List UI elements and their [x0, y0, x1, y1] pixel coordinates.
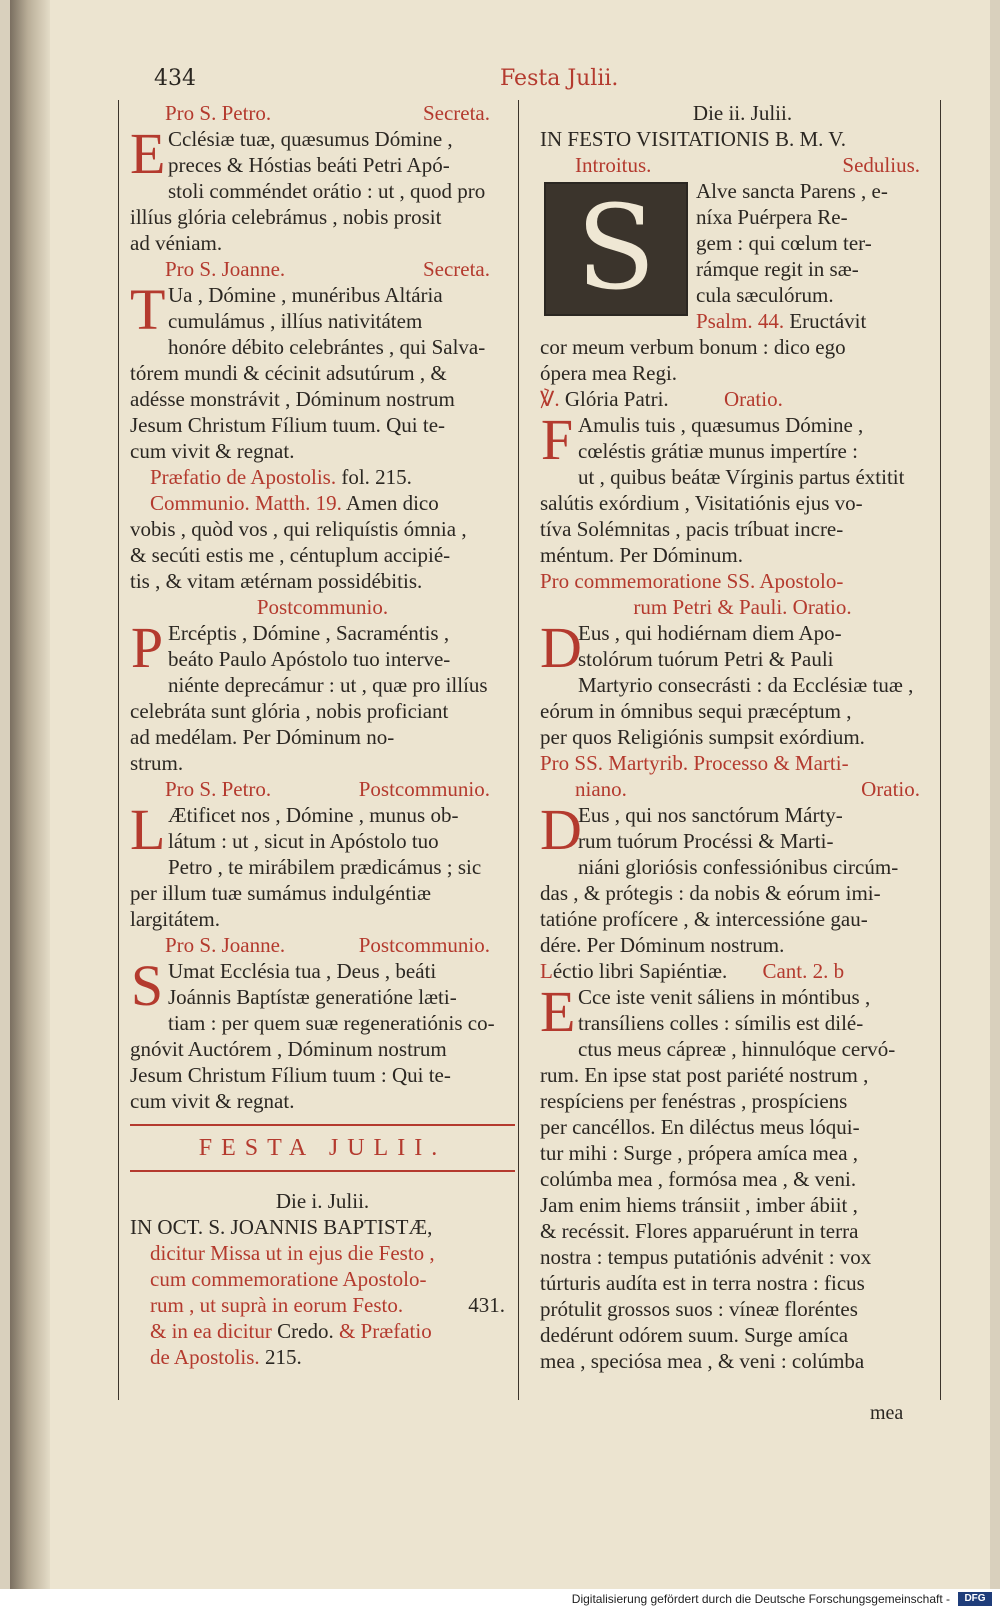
- text-line: cum vivit & regnat.: [130, 439, 295, 463]
- text-line: tur mihi : Surge , própera amíca mea ,: [540, 1141, 859, 1165]
- heading-postcommunio: Postcommunio.: [256, 595, 389, 619]
- text-line: gnóvit Auctórem , Dóminum nostrum: [130, 1037, 447, 1061]
- text-span: Eructávit: [784, 309, 867, 333]
- praefatio-line: [130, 464, 515, 490]
- text-span: Glória Patri.: [564, 387, 669, 411]
- text-span: Oratio.: [723, 387, 783, 411]
- text-line: preces & Hóstias beáti Petri Apó-: [168, 153, 450, 177]
- text-span: de Apostolis.: [150, 1345, 260, 1369]
- text-span: Amen dico: [341, 491, 439, 515]
- text-line: nostra : tempus putatiónis advénit : vox: [540, 1245, 872, 1269]
- woodcut-initial: [544, 182, 688, 316]
- postcommunio-joanne-paragraph: [130, 953, 515, 1114]
- psalm-text: [540, 334, 945, 386]
- drop-capital: E: [130, 121, 166, 186]
- text-line: Ætificet nos , Dómine , munus ob-: [168, 803, 459, 827]
- text-line: prótulit grossos suos : víneæ floréntes: [540, 1297, 858, 1321]
- lectio-paragraph: [540, 979, 945, 1374]
- heading-introitus: [540, 152, 945, 178]
- text-line: tórem mundi & cécinit adsutúrum , &: [130, 361, 447, 385]
- text-span: Sedulius.: [842, 153, 920, 177]
- communio-line: [130, 490, 515, 516]
- text-line: & secúti estis me , céntuplum accipié-: [130, 543, 451, 567]
- lectio-heading: [540, 958, 945, 984]
- text-line: per quos Religiónis sumpsit exórdium.: [540, 725, 865, 749]
- oratio-famulis-paragraph: [540, 407, 945, 568]
- text-line: & recéssit. Flores apparuérunt in terra: [540, 1219, 859, 1243]
- commemoratio-heading: Pro commemoratione SS. Apostolo-: [540, 569, 844, 593]
- apostolis-line: [130, 1344, 515, 1370]
- text-span: Præfatio de Apostolis.: [150, 465, 337, 489]
- text-span: Pro S. Joanne.: [165, 933, 286, 957]
- text-line: dedérunt odórem suum. Surge amíca: [540, 1323, 849, 1347]
- secreta-petro-paragraph: [130, 121, 515, 256]
- text-line: túrturis audíta est in terra nostra : ficus: [540, 1271, 865, 1295]
- text-span: Cant. 2. b: [762, 959, 845, 983]
- dfg-logo: DFG: [958, 1592, 992, 1606]
- text-line: eórum in ómnibus sequi præcéptum ,: [540, 699, 852, 723]
- text-span: Communio. Matth. 19.: [150, 491, 342, 515]
- text-line: Jesum Christum Fílium tuum. Qui te-: [130, 413, 446, 437]
- text-line: tatióne profícere , & intercessióne gau-: [540, 907, 868, 931]
- visitation-title: IN FESTO VISITATIONIS B. M. V.: [540, 127, 846, 151]
- text-span: Oratio.: [861, 777, 920, 801]
- martyribus-heading-cont: [540, 776, 945, 802]
- text-line: Eus , qui nos sanctórum Márty-: [578, 803, 843, 827]
- running-head: Festa Julii.: [500, 66, 619, 91]
- text-line: tis , & vitam ætérnam possidébitis.: [130, 569, 423, 593]
- text-span: & Præfatio: [338, 1319, 432, 1343]
- text-line: ctus meus cápreæ , hinnulóque cervó-: [578, 1037, 896, 1061]
- text-span: Pro S. Petro.: [165, 101, 272, 125]
- text-line: salútis exórdium , Visitatiónis ejus vo-: [540, 491, 863, 515]
- text-line: cumulámus , illíus nativitátem: [168, 309, 423, 333]
- text-span: Postcommunio.: [358, 933, 490, 957]
- text-span: S: [576, 181, 656, 316]
- text-span: rum , ut suprà in eorum Festo.: [150, 1293, 404, 1317]
- text-line: Amulis tuis , quæsumus Dómine ,: [578, 413, 864, 437]
- text-line: Jesum Christum Fílium tuum : Qui te-: [130, 1063, 451, 1087]
- text-line: per cancéllos. En diléctus meus lóqui-: [540, 1115, 860, 1139]
- left-column: [130, 100, 515, 1370]
- text-line: beáto Paulo Apóstolo tuo interve-: [168, 647, 451, 671]
- text-line: látum : ut , sicut in Apóstolo tuo: [168, 829, 439, 853]
- text-span: L: [540, 959, 553, 983]
- drop-capital: E: [540, 979, 576, 1044]
- text-line: cula sæculórum.: [696, 283, 834, 307]
- text-line: ad véniam.: [130, 231, 223, 255]
- text-span: Psalm. 44.: [696, 309, 785, 333]
- drop-capital: S: [130, 953, 164, 1018]
- text-line: rámque regit in sæ-: [696, 257, 859, 281]
- drop-capital: L: [130, 797, 166, 862]
- in-oct-rubric: [130, 1240, 515, 1318]
- text-line: stolórum tuórum Petri & Pauli: [578, 647, 834, 671]
- festa-julii-banner: FESTA JULII.: [130, 1124, 515, 1172]
- digitization-footer: [0, 1589, 1000, 1611]
- text-line: niáni gloriósis confessiónibus circúm-: [578, 855, 899, 879]
- drop-capital: P: [130, 615, 164, 680]
- text-span: fol. 215.: [336, 465, 412, 489]
- text-line: Ercéptis , Dómine , Sacraméntis ,: [168, 621, 450, 645]
- text-line: ópera mea Regi.: [540, 361, 678, 385]
- text-span: & in ea dicitur: [150, 1319, 278, 1343]
- secreta-joanne-paragraph: [130, 277, 515, 464]
- book-page: [10, 0, 990, 1611]
- text-line: Ua , Dómine , munéribus Altária: [168, 283, 443, 307]
- text-line: stoli comméndet orátio : ut , quod pro: [168, 179, 486, 203]
- text-line: méntum. Per Dóminum.: [540, 543, 743, 567]
- die-ii-julii: Die ii. Julii.: [692, 101, 793, 125]
- book-gutter: [10, 0, 50, 1611]
- text-line: honóre débito celebrántes , qui Salva-: [168, 335, 486, 359]
- text-line: respíciens per fenéstras , prospíciens: [540, 1089, 848, 1113]
- text-line: tiam : per quem suæ regeneratiónis co-: [168, 1011, 495, 1035]
- martyribus-heading: Pro SS. Martyrib. Processo & Marti-: [540, 751, 849, 775]
- text-span: Introitus.: [575, 153, 652, 177]
- drop-capital: T: [130, 277, 166, 342]
- text-span: niano.: [575, 777, 627, 801]
- postcommunio-paragraph: [130, 615, 515, 776]
- text-line: celebráta sunt glória , nobis proficiant: [130, 699, 449, 723]
- text-line: Petro , te mirábilem prædicámus ; sic: [168, 855, 482, 879]
- oratio-martyrum-paragraph: [540, 797, 945, 958]
- page-number: 434: [154, 66, 196, 91]
- text-span: Pro S. Joanne.: [165, 257, 286, 281]
- postcommunio-petro-paragraph: [130, 797, 515, 932]
- left-column-rule: [118, 100, 119, 1400]
- text-line: strum.: [130, 751, 184, 775]
- in-oct-heading: IN OCT. S. JOANNIS BAPTISTÆ,: [130, 1215, 433, 1239]
- text-line: rum. En ipse stat post pariété nostrum ,: [540, 1063, 869, 1087]
- heading-pro-joanne-secreta: [130, 256, 515, 282]
- text-line: Eus , qui hodiérnam diem Apo-: [578, 621, 842, 645]
- text-span: 215.: [264, 1345, 302, 1369]
- text-line: mea , speciósa mea , & veni : colúmba: [540, 1349, 865, 1373]
- text-line: Umat Ecclésia tua , Deus , beáti: [168, 959, 437, 983]
- commemoratio-heading-cont: rum Petri & Pauli. Oratio.: [633, 595, 852, 619]
- text-line: Cclésiæ tuæ, quæsumus Dómine ,: [168, 127, 453, 151]
- text-line: Joánnis Baptístæ generatióne læti-: [168, 985, 457, 1009]
- text-line: cor meum verbum bonum : dico ego: [540, 335, 846, 359]
- text-line: vobis , quòd vos , qui reliquístis ómnia ,: [130, 517, 467, 541]
- text-line: das , & prótegis : da nobis & eórum imi-: [540, 881, 881, 905]
- text-span: Pro S. Petro.: [165, 777, 272, 801]
- text-span: Secreta.: [422, 257, 490, 281]
- text-line: [150, 1292, 515, 1318]
- text-line: cum vivit & regnat.: [130, 1089, 295, 1113]
- text-line: Martyrio consecrásti : da Ecclésiæ tuæ ,: [578, 673, 914, 697]
- text-span: Postcommunio.: [358, 777, 490, 801]
- oratio-apostolorum-paragraph: [540, 615, 945, 750]
- text-line: dicitur Missa ut in ejus die Festo ,: [150, 1241, 435, 1265]
- text-line: transíliens colles : símilis est dilé-: [578, 1011, 864, 1035]
- footer-credit: Digitalisierung gefördert durch die Deutsche Forschungsgemeinschaft -: [571, 1592, 950, 1606]
- text-line: cum commemoratione Apostolo-: [150, 1267, 427, 1291]
- credo-line: [130, 1318, 515, 1344]
- text-span: Secreta.: [422, 101, 490, 125]
- text-line: gem : qui cœlum ter-: [696, 231, 872, 255]
- text-line: niénte deprecámur : ut , quæ pro illíus: [168, 673, 488, 697]
- text-line: Jam enim hiems tránsiit , imber ábiit ,: [540, 1193, 858, 1217]
- text-line: níxa Puérpera Re-: [696, 205, 848, 229]
- page-reference: 431.: [468, 1293, 505, 1317]
- drop-capital: D: [540, 615, 582, 680]
- text-line: Cce iste venit sáliens in móntibus ,: [578, 985, 871, 1009]
- die-i-julii: Die i. Julii.: [275, 1189, 370, 1213]
- heading-pro-joanne-postcommunio: [130, 932, 515, 958]
- catchword: mea: [870, 1402, 904, 1424]
- drop-capital: F: [540, 407, 574, 472]
- page-header: [140, 66, 960, 100]
- middle-column-rule: [518, 100, 519, 1400]
- text-line: Alve sancta Parens , e-: [696, 179, 888, 203]
- gloria-line: [540, 386, 945, 412]
- text-line: ad medélam. Per Dóminum no-: [130, 725, 395, 749]
- text-line: adésse monstrávit , Dóminum nostrum: [130, 387, 455, 411]
- text-line: [696, 308, 945, 334]
- text-line: rum tuórum Procéssi & Marti-: [578, 829, 834, 853]
- right-column: [540, 100, 945, 1374]
- heading-pro-petro-postcommunio: [130, 776, 515, 802]
- communio-text: [130, 516, 515, 594]
- text-line: largitátem.: [130, 907, 220, 931]
- text-span: ℣.: [540, 387, 565, 411]
- heading-pro-petro-secreta: [130, 100, 515, 126]
- text-line: colúmba mea , formósa mea , & veni.: [540, 1167, 857, 1191]
- text-line: ut , quibus beátæ Vírginis partus éxtitit: [578, 465, 905, 489]
- drop-capital: D: [540, 797, 582, 862]
- text-line: cœléstis grátiæ munus impertíre :: [578, 439, 858, 463]
- text-span: Credo.: [277, 1319, 334, 1343]
- text-line: dére. Per Dóminum nostrum.: [540, 933, 785, 957]
- text-line: tíva Solémnitas , pacis tríbuat incre-: [540, 517, 844, 541]
- introitus-paragraph: [540, 178, 945, 334]
- text-line: illíus glória celebrámus , nobis prosit: [130, 205, 442, 229]
- text-line: per illum tuæ sumámus indulgéntiæ: [130, 881, 431, 905]
- text-span: éctio libri Sapiéntiæ.: [552, 959, 728, 983]
